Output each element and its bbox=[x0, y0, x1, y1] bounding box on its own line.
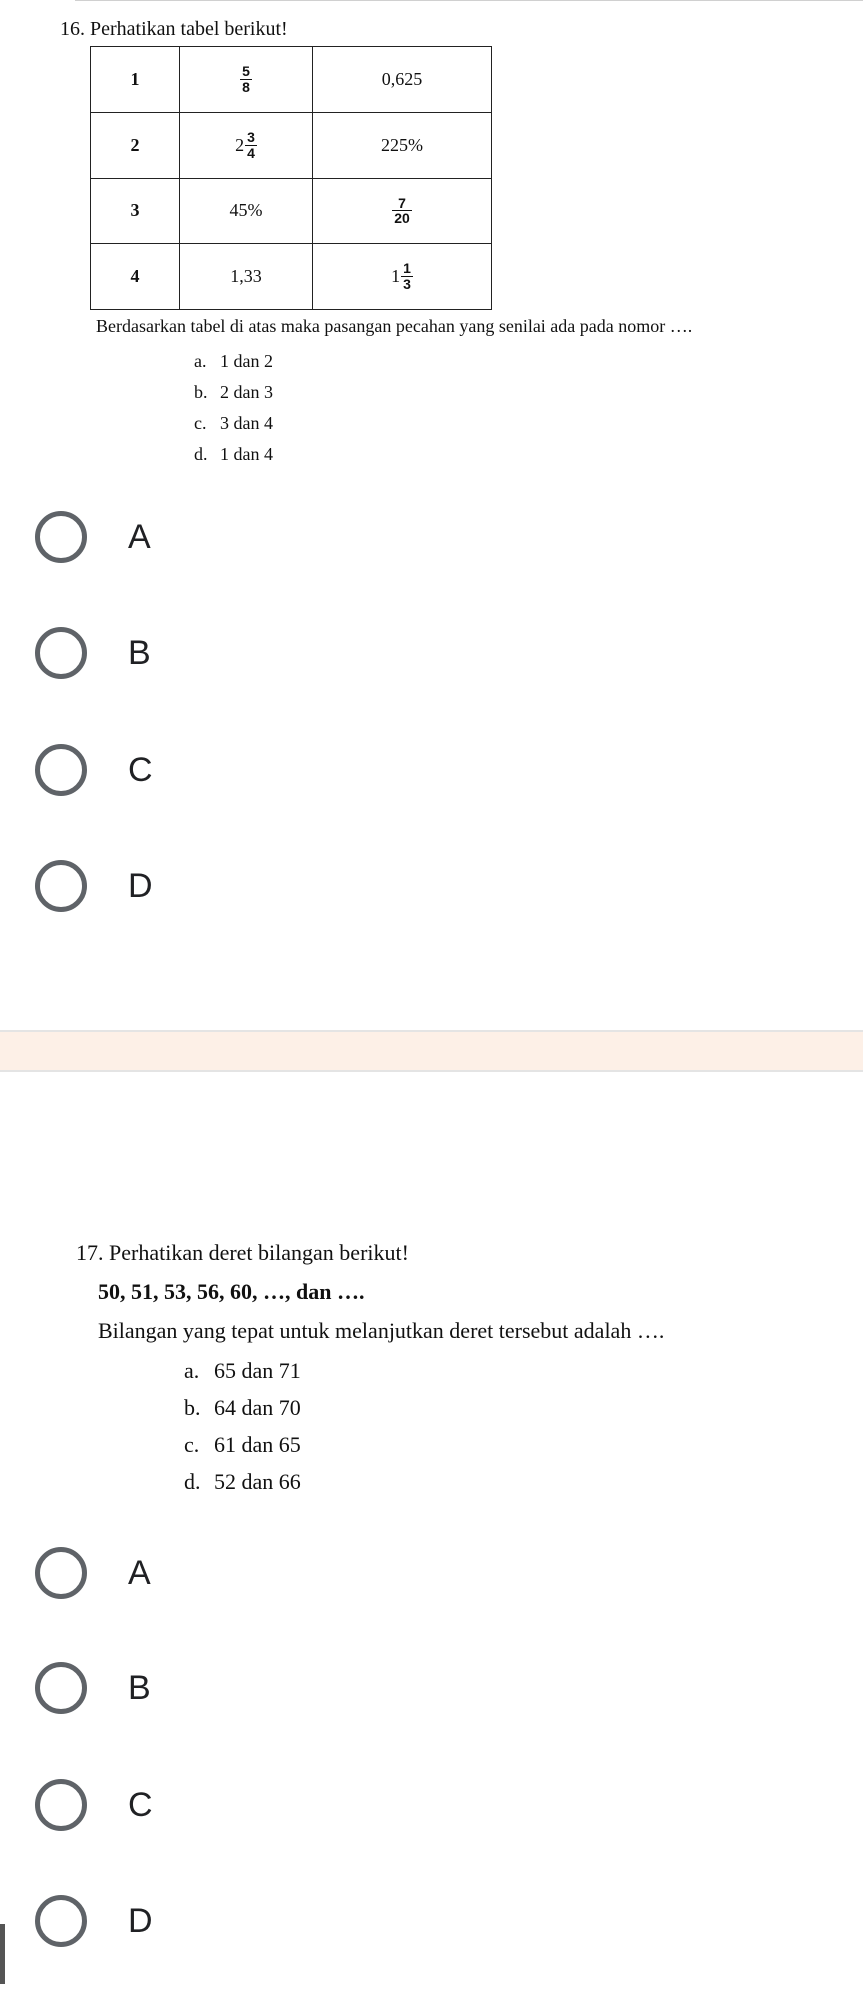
radio-button[interactable] bbox=[35, 1547, 87, 1599]
table-cell bbox=[180, 47, 313, 113]
radio-button[interactable] bbox=[35, 860, 87, 912]
fraction: $\frac{3}{4}$ bbox=[247, 128, 255, 161]
option-b: b. 2 dan 3 bbox=[194, 382, 273, 402]
question-17-options bbox=[184, 1352, 301, 1500]
option-c: c. 3 dan 4 bbox=[194, 413, 273, 433]
table-row bbox=[91, 112, 492, 178]
table-row bbox=[91, 244, 492, 310]
q16-choice-d[interactable] bbox=[35, 856, 153, 916]
fraction-table bbox=[90, 46, 492, 310]
table-cell: 2 bbox=[91, 112, 180, 178]
table-cell: 1,33 bbox=[180, 244, 313, 310]
table-row bbox=[91, 47, 492, 113]
option-c: c. 61 dan 65 bbox=[184, 1432, 301, 1457]
top-divider bbox=[75, 0, 863, 1]
fraction: $\frac{1}{3}$ bbox=[403, 260, 411, 293]
radio-button[interactable] bbox=[35, 511, 87, 563]
radio-button[interactable] bbox=[35, 1779, 87, 1831]
table-cell: 1 $\frac{1}{3}$ bbox=[313, 244, 492, 310]
radio-button[interactable] bbox=[35, 744, 87, 796]
choice-label: D bbox=[128, 866, 153, 905]
choice-label: C bbox=[128, 1785, 153, 1824]
option-a: a. 1 dan 2 bbox=[194, 351, 273, 371]
radio-button[interactable] bbox=[35, 1662, 87, 1714]
choice-label: B bbox=[128, 1668, 151, 1707]
q17-choice-a[interactable] bbox=[35, 1543, 151, 1603]
scroll-edge-marker bbox=[0, 1924, 5, 1984]
option-d: d. 52 dan 66 bbox=[184, 1469, 301, 1494]
choice-label: D bbox=[128, 1901, 153, 1940]
choice-label: C bbox=[128, 750, 153, 789]
q17-choice-d[interactable] bbox=[35, 1891, 153, 1951]
q16-choice-c[interactable] bbox=[35, 740, 153, 800]
table-cell: 2 $\frac{3}{4}$ bbox=[180, 112, 313, 178]
table-cell: 45% bbox=[180, 178, 313, 244]
question-separator bbox=[0, 1030, 863, 1072]
option-d: d. 1 dan 4 bbox=[194, 444, 273, 464]
choice-label: A bbox=[128, 1553, 151, 1592]
choice-label: A bbox=[128, 517, 151, 556]
table-cell: 1 bbox=[91, 47, 180, 113]
table-cell: 4 bbox=[91, 244, 180, 310]
radio-button[interactable] bbox=[35, 627, 87, 679]
question-16-options bbox=[194, 346, 273, 470]
table-cell: 225% bbox=[313, 112, 492, 178]
radio-button[interactable] bbox=[35, 1895, 87, 1947]
table-cell: 3 bbox=[91, 178, 180, 244]
table-cell: 0,625 bbox=[313, 47, 492, 113]
question-16-title: 16. Perhatikan tabel berikut! bbox=[60, 18, 288, 40]
q16-choice-b[interactable] bbox=[35, 623, 151, 683]
question-16-stem: Berdasarkan tabel di atas maka pasangan pecahan yang senilai ada pada nomor …. bbox=[96, 316, 693, 336]
number-sequence: 50, 51, 53, 56, 60, …, dan …. bbox=[98, 1279, 365, 1304]
table-cell bbox=[313, 178, 492, 244]
option-a: a. 65 dan 71 bbox=[184, 1358, 301, 1383]
q16-choice-a[interactable] bbox=[35, 507, 151, 567]
fraction: $\frac{7}{20}$ bbox=[394, 194, 410, 227]
q17-choice-c[interactable] bbox=[35, 1775, 153, 1835]
choice-label: B bbox=[128, 633, 151, 672]
fraction: $\frac{5}{8}$ bbox=[242, 63, 250, 95]
q17-choice-b[interactable] bbox=[35, 1658, 151, 1718]
question-17-title: 17. Perhatikan deret bilangan berikut! bbox=[76, 1240, 409, 1265]
table-row bbox=[91, 178, 492, 244]
question-17-stem: Bilangan yang tepat untuk melanjutkan deret tersebut adalah …. bbox=[98, 1318, 665, 1343]
option-b: b. 64 dan 70 bbox=[184, 1395, 301, 1420]
